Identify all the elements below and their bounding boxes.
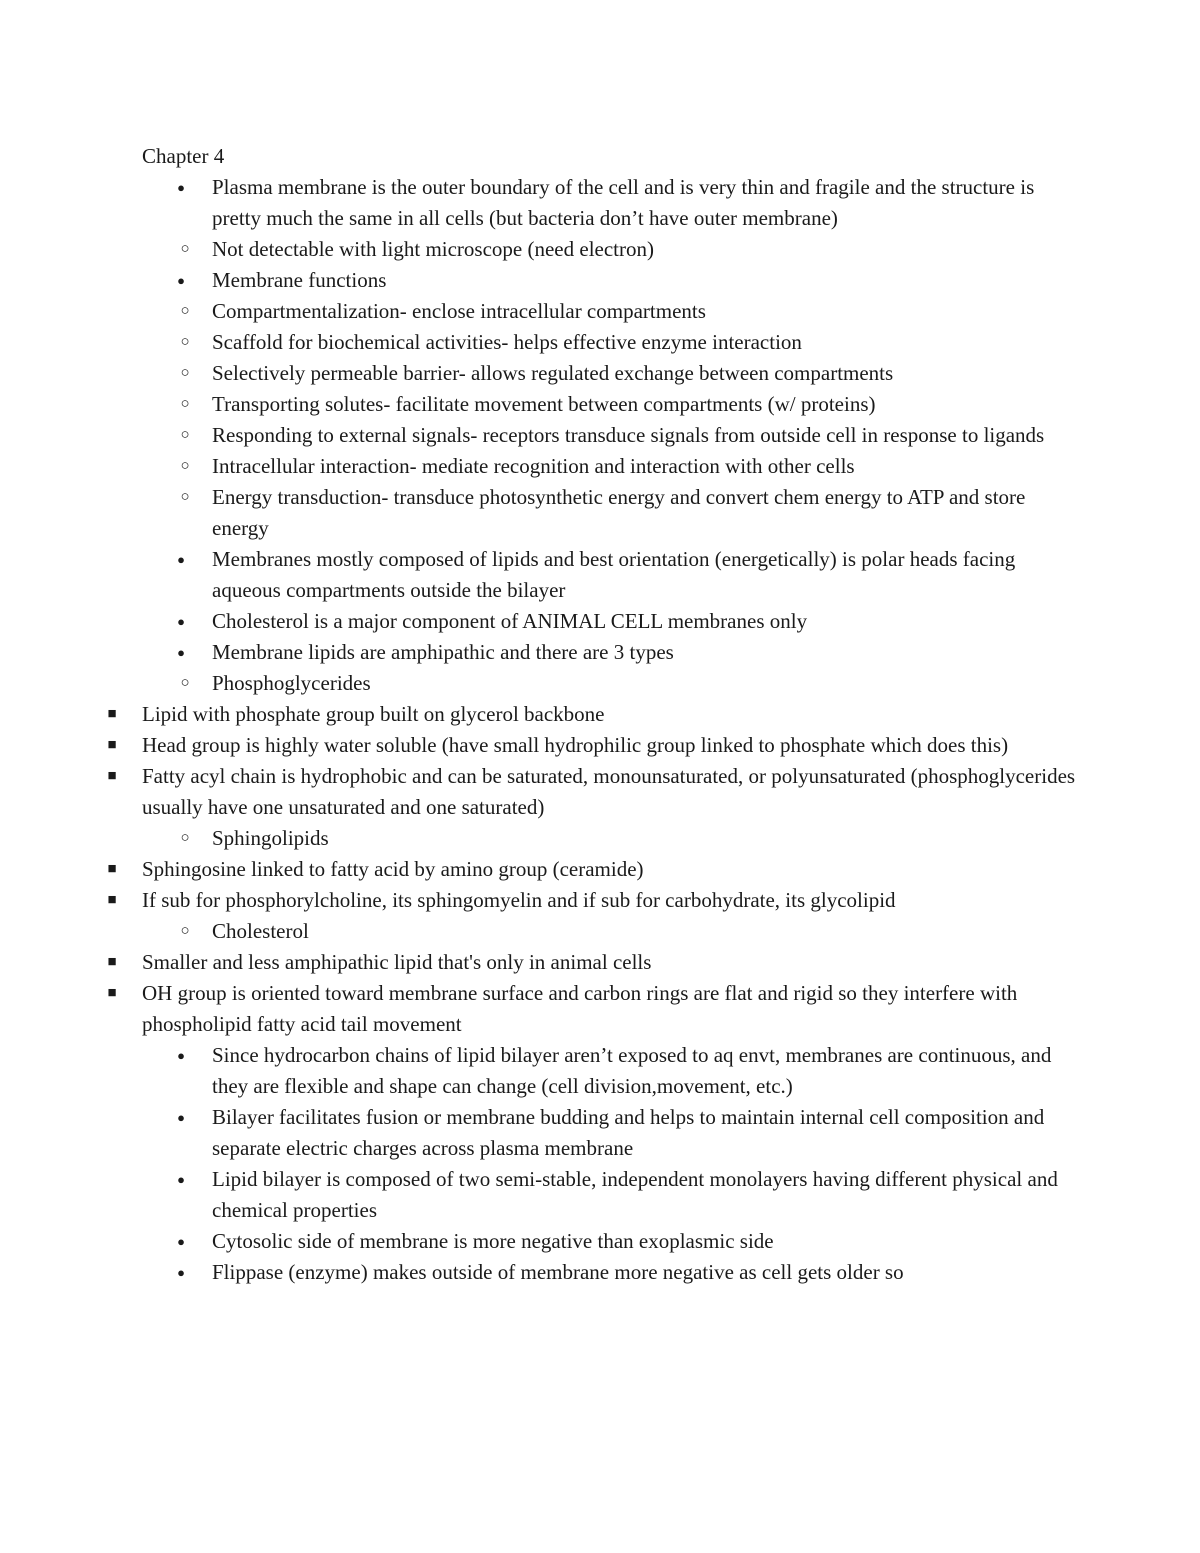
list-item xyxy=(0,885,1082,916)
list-item-text: Lipid bilayer is composed of two semi-stable, independent monolayers having different physical and chemical properties xyxy=(212,1167,1058,1222)
list-item xyxy=(72,668,1082,699)
list-item-text: Scaffold for biochemical activities- helps effective enzyme interaction xyxy=(212,330,802,354)
list-item-text: Intracellular interaction- mediate recognition and interaction with other cells xyxy=(212,454,855,478)
bullet-square-icon: ■ xyxy=(107,737,117,753)
list-item xyxy=(72,358,1082,389)
list-item-text: Cholesterol xyxy=(212,919,309,943)
list-item-text: Cholesterol is a major component of ANIMAL CELL membranes only xyxy=(212,609,808,633)
list-item xyxy=(72,389,1082,420)
list-item xyxy=(0,854,1082,885)
list-item xyxy=(72,296,1082,327)
bullet-circle-icon: ○ xyxy=(180,303,190,319)
list-item-text: Compartmentalization- enclose intracellular compartments xyxy=(212,299,706,323)
list-item-text: Lipid with phosphate group built on glycerol backbone xyxy=(142,702,605,726)
bullet-square-icon: ■ xyxy=(107,954,117,970)
list-item xyxy=(142,544,1082,606)
list-item-text: Transporting solutes- facilitate movement between compartments (w/ proteins) xyxy=(212,392,876,416)
bullet-square-icon: ■ xyxy=(107,706,117,722)
bullet-dot-icon: ● xyxy=(177,1110,185,1125)
list-item-text: Energy transduction- transduce photosynthetic energy and convert chem energy to ATP and store energy xyxy=(212,485,1026,540)
list-item-text: Smaller and less amphipathic lipid that's only in animal cells xyxy=(142,950,652,974)
list-item xyxy=(142,1257,1082,1288)
list-item xyxy=(0,730,1082,761)
list-item xyxy=(0,761,1082,823)
list-item-text: OH group is oriented toward membrane surface and carbon rings are flat and rigid so they interfere with phospholipid fatty acid tail movement xyxy=(142,981,1018,1036)
list-item-text: Not detectable with light microscope (need electron) xyxy=(212,237,654,261)
list-item xyxy=(142,1164,1082,1226)
list-item xyxy=(0,978,1082,1040)
list-item xyxy=(142,1226,1082,1257)
sub-list-container xyxy=(72,699,1082,823)
list-item xyxy=(72,823,1082,854)
list-item-text: Membranes mostly composed of lipids and best orientation (energetically) is polar heads facing aqueous compartments outside the bilayer xyxy=(212,547,1016,602)
list-item-text: If sub for phosphorylcholine, its sphingomyelin and if sub for carbohydrate, its glycolipid xyxy=(142,888,896,912)
list-item xyxy=(142,606,1082,637)
list-item xyxy=(72,916,1082,947)
bullet-list xyxy=(107,172,1082,1288)
bullet-square-icon: ■ xyxy=(107,985,117,1001)
bullet-circle-icon: ○ xyxy=(180,830,190,846)
bullet-circle-icon: ○ xyxy=(180,365,190,381)
list-item xyxy=(72,420,1082,451)
list-item-text: Selectively permeable barrier- allows regulated exchange between compartments xyxy=(212,361,894,385)
chapter-title: Chapter 4 xyxy=(142,144,225,168)
list-item xyxy=(0,699,1082,730)
bullet-circle-icon: ○ xyxy=(180,489,190,505)
list-item-text: Phosphoglycerides xyxy=(212,671,371,695)
bullet-circle-icon: ○ xyxy=(180,396,190,412)
bullet-square-icon: ■ xyxy=(107,861,117,877)
bullet-dot-icon: ● xyxy=(177,645,185,660)
list-item xyxy=(72,327,1082,358)
sub-list-container xyxy=(72,947,1082,1040)
list-item-text: Cytosolic side of membrane is more negative than exoplasmic side xyxy=(212,1229,774,1253)
list-item-text: Head group is highly water soluble (have small hydrophilic group linked to phosphate which does this) xyxy=(142,733,1009,757)
list-item-text: Sphingolipids xyxy=(212,826,329,850)
bullet-circle-icon: ○ xyxy=(180,675,190,691)
bullet-circle-icon: ○ xyxy=(180,334,190,350)
list-item xyxy=(142,265,1082,296)
notes-body xyxy=(107,141,1082,1288)
bullet-dot-icon: ● xyxy=(177,1172,185,1187)
list-item xyxy=(142,1102,1082,1164)
bullet-dot-icon: ● xyxy=(177,552,185,567)
sub-list xyxy=(72,234,1082,265)
bullet-dot-icon: ● xyxy=(177,1048,185,1063)
bullet-dot-icon: ● xyxy=(177,614,185,629)
list-item-text: Bilayer facilitates fusion or membrane budding and helps to maintain internal cell composition and separate electric charges across plasma membrane xyxy=(212,1105,1045,1160)
bullet-circle-icon: ○ xyxy=(180,458,190,474)
sub-list xyxy=(72,668,1082,1040)
list-item-text: Flippase (enzyme) makes outside of membrane more negative as cell gets older so xyxy=(212,1260,904,1284)
bullet-dot-icon: ● xyxy=(177,1234,185,1249)
list-item xyxy=(72,451,1082,482)
bullet-square-icon: ■ xyxy=(107,892,117,908)
sub-list-container xyxy=(107,668,1082,1040)
sub-list xyxy=(0,699,1082,823)
list-item-text: Membrane functions xyxy=(212,268,387,292)
list-item-text: Fatty acyl chain is hydrophobic and can be saturated, monounsaturated, or polyunsaturated (phosphoglycerides usually have one unsaturated and one saturated) xyxy=(142,764,1076,819)
list-item-text: Plasma membrane is the outer boundary of the cell and is very thin and fragile and the structure is pretty much the same in all cells (but bacteria don’t have outer membrane) xyxy=(212,175,1035,230)
list-item xyxy=(72,482,1082,544)
bullet-square-icon: ■ xyxy=(107,768,117,784)
bullet-dot-icon: ● xyxy=(177,1265,185,1280)
bullet-dot-icon: ● xyxy=(177,180,185,195)
bullet-circle-icon: ○ xyxy=(180,241,190,257)
list-item-text: Sphingosine linked to fatty acid by amino group (ceramide) xyxy=(142,857,644,881)
bullet-circle-icon: ○ xyxy=(180,923,190,939)
sub-list xyxy=(0,854,1082,916)
list-item xyxy=(142,637,1082,668)
sub-list xyxy=(72,296,1082,544)
list-item xyxy=(142,1040,1082,1102)
list-item-text: Responding to external signals- receptors transduce signals from outside cell in response to ligands xyxy=(212,423,1045,447)
sub-list-container xyxy=(72,854,1082,916)
sub-list-container xyxy=(142,234,1082,265)
sub-list-container xyxy=(142,296,1082,544)
list-item-text: Membrane lipids are amphipathic and there are 3 types xyxy=(212,640,674,664)
list-item-text: Since hydrocarbon chains of lipid bilayer aren’t exposed to aq envt, membranes are continuous, and they are flexible and shape can change (cell division,movement, etc.) xyxy=(212,1043,1052,1098)
list-item xyxy=(142,172,1082,234)
list-item xyxy=(0,947,1082,978)
bullet-circle-icon: ○ xyxy=(180,427,190,443)
list-item xyxy=(72,234,1082,265)
bullet-dot-icon: ● xyxy=(177,273,185,288)
sub-list xyxy=(0,947,1082,1040)
